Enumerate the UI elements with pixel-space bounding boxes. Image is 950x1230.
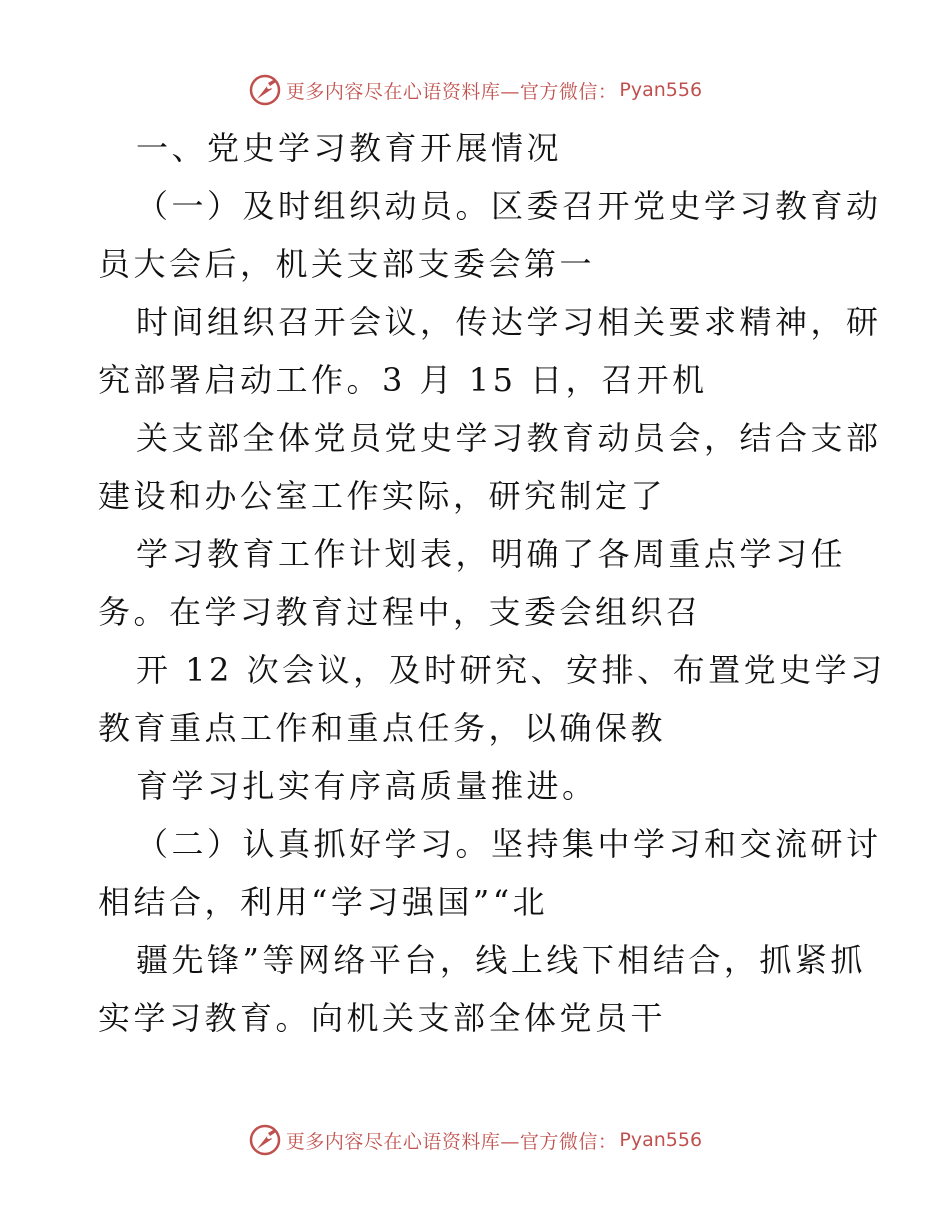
text-line: （一）及时组织动员。区委召开党史学习教育动 — [136, 187, 882, 225]
text-line: 相结合，利用“学习强国”“北 — [98, 883, 549, 921]
text-line: （二）认真抓好学习。坚持集中学习和交流研讨 — [136, 825, 882, 863]
text-line: 开 12 次会议，及时研究、安排、布置党史学习 — [136, 651, 886, 689]
text-line: 务。在学习教育过程中，支委会组织召 — [98, 593, 702, 631]
text-line: 关支部全体党员党史学习教育动员会，结合支部 — [136, 419, 882, 457]
text-line: 疆先锋”等网络平台，线上线下相结合，抓紧抓 — [136, 941, 866, 979]
text-line: 教育重点工作和重点任务，以确保教 — [98, 709, 667, 747]
watermark-text: 更多内容尽在心语资料库—官方微信： — [285, 1130, 618, 1153]
text-line: 实学习教育。向机关支部全体党员干 — [98, 999, 667, 1037]
pen-nib-logo-icon — [248, 1123, 282, 1157]
text-line: 时间组织召开会议，传达学习相关要求精神，研 — [136, 303, 882, 341]
text-line: 员大会后，机关支部支委会第一 — [98, 245, 596, 283]
text-line: 究部署启动工作。3 月 15 日，召开机 — [98, 361, 708, 399]
watermark-wechat-id: Pyan556 — [619, 1129, 703, 1151]
text-line: 建设和办公室工作实际，研究制定了 — [98, 477, 667, 515]
watermark-header — [0, 70, 950, 110]
section-heading: 一、党史学习教育开展情况 — [136, 129, 563, 167]
text-line: 学习教育工作计划表，明确了各周重点学习任 — [136, 535, 847, 573]
watermark-wechat-id: Pyan556 — [619, 79, 703, 101]
pen-nib-logo-icon — [248, 73, 282, 107]
watermark-footer — [0, 1120, 950, 1160]
text-line: 育学习扎实有序高质量推进。 — [136, 767, 598, 805]
watermark-text: 更多内容尽在心语资料库—官方微信： — [285, 80, 618, 103]
